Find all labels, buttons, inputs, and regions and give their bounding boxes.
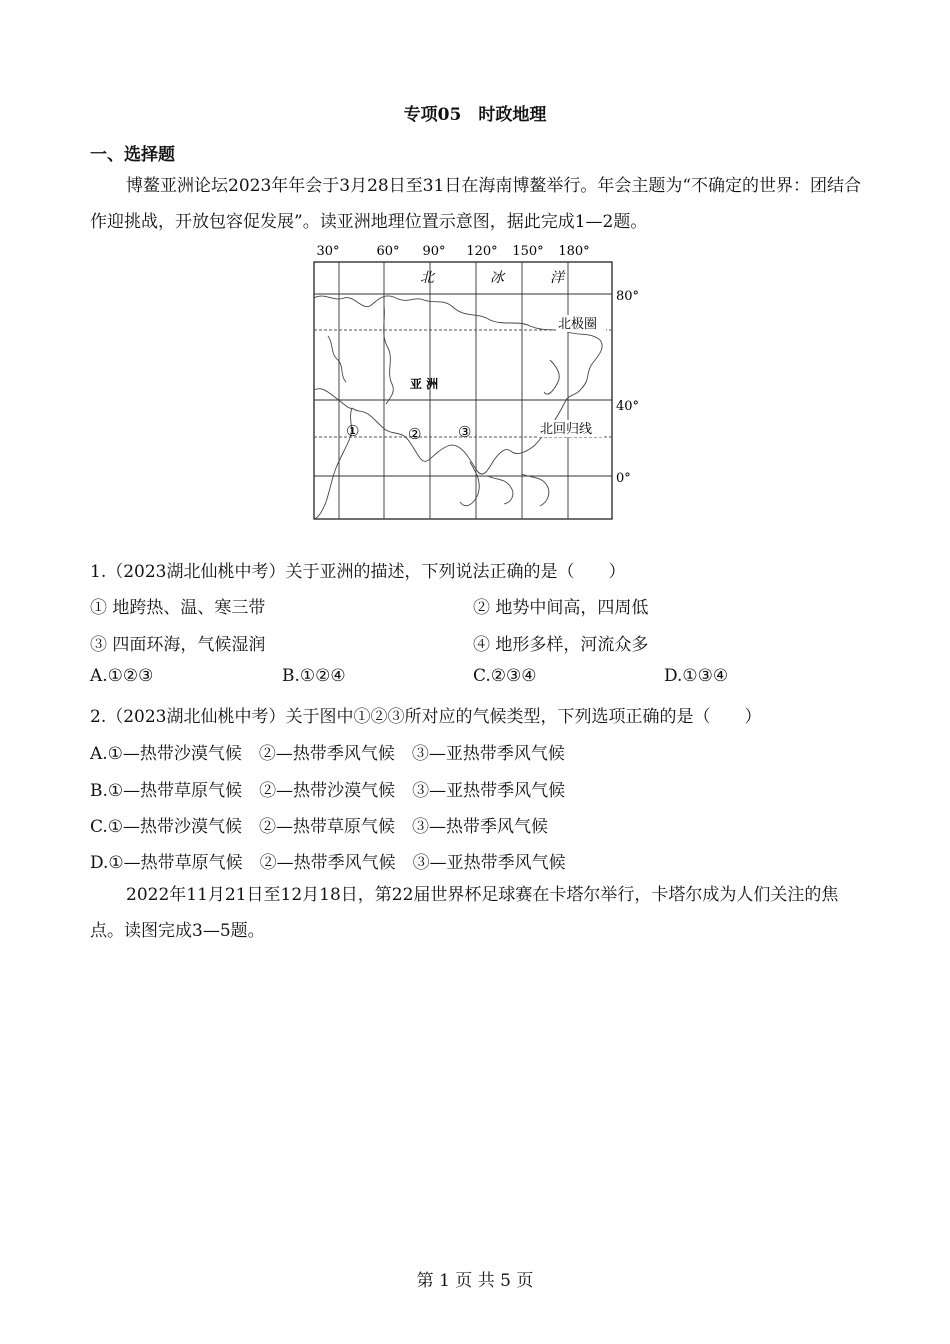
arctic-circle-label: 北极圈 bbox=[558, 317, 598, 332]
marker-3: ③ bbox=[458, 423, 472, 441]
q1-statement-1: ① 地跨热、温、寒三带 bbox=[90, 598, 266, 618]
q2-option-b: B.①—热带草原气候 ②—热带沙漠气候 ③—亚热带季风气候 bbox=[90, 781, 566, 801]
page-footer: 第 1 页 共 5 页 bbox=[416, 1271, 534, 1291]
lat-label: 80° bbox=[616, 289, 640, 304]
lat-label: 40° bbox=[616, 399, 640, 414]
q2-option-c: C.①—热带沙漠气候 ②—热带草原气候 ③—热带季风气候 bbox=[90, 817, 549, 837]
lon-label: 90° bbox=[422, 244, 446, 259]
question-1-stem: 1.（2023湖北仙桃中考）关于亚洲的描述，下列说法正确的是（ ） bbox=[90, 562, 626, 582]
lon-label: 30° bbox=[316, 244, 340, 259]
q1-statement-3: ③ 四面环海，气候湿润 bbox=[90, 635, 266, 655]
lat-label: 0° bbox=[616, 471, 631, 486]
ocean-label: 冰 bbox=[490, 270, 504, 286]
q1-statement-4: ④ 地形多样，河流众多 bbox=[473, 635, 649, 655]
intro-paragraph-2: 2022年11月21日至12月18日，第22届世界杯足球赛在卡塔尔举行，卡塔尔成为人们关注的焦点。读图完成3—5题。 bbox=[90, 885, 839, 941]
q1-option-d: D.①③④ bbox=[664, 666, 729, 686]
q1-option-c: C.②③④ bbox=[473, 666, 537, 686]
map-frame bbox=[314, 262, 612, 519]
ocean-label: 北 bbox=[420, 270, 434, 286]
q1-option-b: B.①②④ bbox=[282, 666, 346, 686]
q1-option-a: A.①②③ bbox=[90, 666, 154, 686]
intro-paragraph-1: 博鳌亚洲论坛2023年年会于3月28日至31日在海南博鳌举行。年会主题为“不确定的世界：团结合作迎挑战，开放包容促发展”。读亚洲地理位置示意图，据此完成1—2题。 bbox=[90, 176, 862, 232]
q2-option-a: A.①—热带沙漠气候 ②—热带季风气候 ③—亚热带季风气候 bbox=[90, 744, 565, 764]
asia-location-map bbox=[300, 240, 660, 525]
page-title: 专项05 时政地理 bbox=[403, 105, 547, 125]
q2-option-d: D.①—热带草原气候 ②—热带季风气候 ③—亚热带季风气候 bbox=[90, 853, 566, 873]
section-heading: 一、选择题 bbox=[90, 145, 175, 165]
marker-1: ① bbox=[346, 422, 360, 440]
tropic-label: 北回归线 bbox=[540, 422, 593, 437]
marker-2: ② bbox=[408, 425, 422, 443]
question-2-stem: 2.（2023湖北仙桃中考）关于图中①②③所对应的气候类型，下列选项正确的是（ ） bbox=[90, 707, 762, 727]
lon-label: 120° bbox=[466, 244, 498, 259]
lon-label: 150° bbox=[512, 244, 544, 259]
lon-label: 60° bbox=[376, 244, 400, 259]
continent-label: 亚 洲 bbox=[410, 377, 439, 391]
q1-statement-2: ② 地势中间高，四周低 bbox=[473, 598, 649, 618]
ocean-label: 洋 bbox=[550, 270, 564, 286]
lon-label: 180° bbox=[558, 244, 590, 259]
